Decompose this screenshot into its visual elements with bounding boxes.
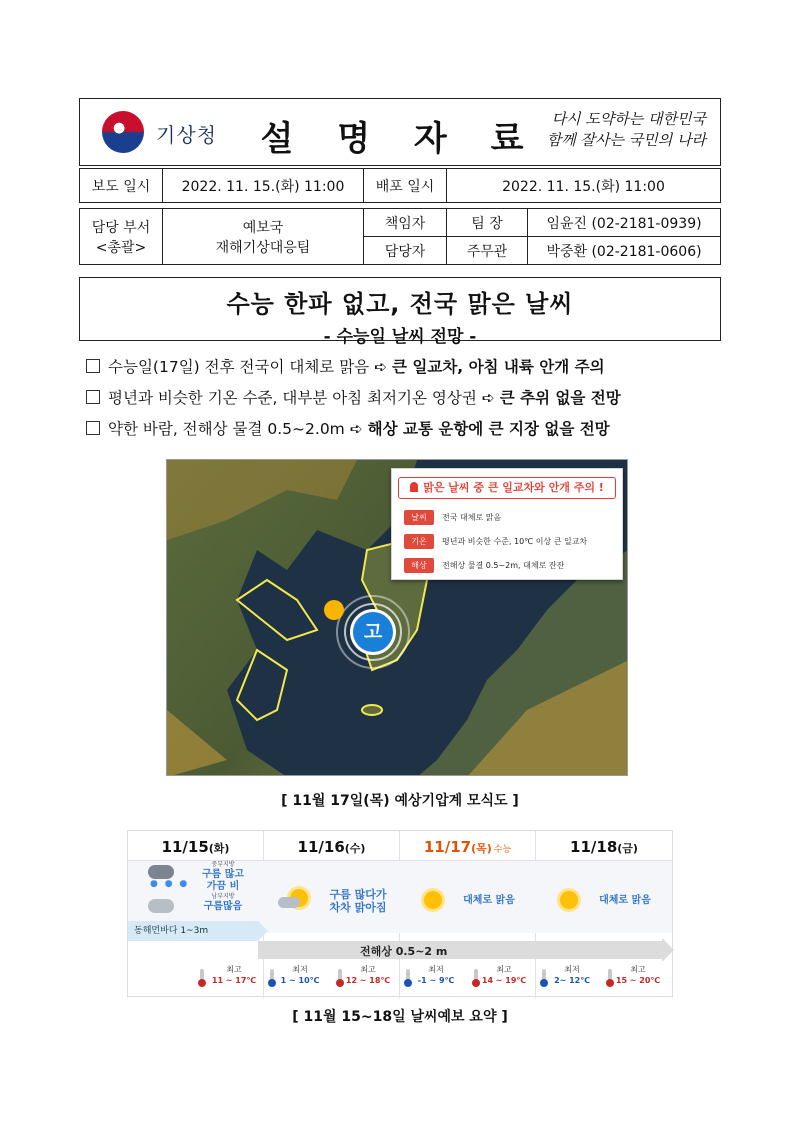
headline-box (79, 277, 721, 347)
sun-icon (424, 891, 442, 909)
sun-icon (560, 891, 578, 909)
weekday-text: (금) (617, 842, 638, 855)
summary-bullets (86, 352, 726, 445)
bullet-emphasis: 큰 일교차, 아침 내륙 안개 주의 (392, 358, 605, 376)
temp-label: 최저 (428, 965, 444, 974)
day4-min-temp (542, 965, 602, 987)
east-sea-wave-label: 동해먼바다 1~3m (128, 921, 258, 941)
slogan-line-2: 함께 잘사는 국민의 나라 (546, 131, 706, 149)
temp-label: 최고 (496, 965, 512, 974)
bullet-text: 약한 바람, 전해상 물결 0.5~2.0m (108, 420, 350, 438)
alert-title (398, 477, 616, 499)
alert-text: 전국 대체로 맑음 (442, 513, 502, 522)
arrow-icon: ➪ (374, 358, 388, 376)
cloud-icon (278, 897, 300, 908)
alert-tag: 날씨 (404, 510, 434, 525)
alert-row (404, 533, 616, 551)
checkbox-icon (86, 359, 100, 373)
sun-icon (324, 600, 344, 620)
government-slogan (526, 109, 706, 151)
weekday-text: (수) (344, 842, 366, 855)
bullet-text: 수능일(17일) 전후 전국이 대체로 맑음 (108, 358, 375, 376)
region-label: 중부지방 (211, 861, 235, 868)
temp-value: 15 ~ 20℃ (615, 976, 661, 985)
temp-value: 2~ 12℃ (554, 976, 590, 985)
alert-tag: 해상 (404, 558, 434, 573)
alert-text: 전해상 물결 0.5~2m, 대체로 잔잔 (442, 561, 565, 570)
distribute-value: 2022. 11. 15.(화) 11:00 (447, 169, 721, 203)
checkbox-icon (86, 421, 100, 435)
weather-alert-panel (391, 468, 623, 580)
day4-max-temp (608, 965, 668, 987)
responsible-role: 팀 장 (447, 209, 528, 237)
dept-name-1: 예보국 (242, 219, 284, 236)
day3-min-temp (406, 965, 466, 987)
forecast-summary (127, 830, 673, 997)
dept-label: 담당 부서 (91, 219, 151, 236)
temp-value: 14 ~ 19℃ (481, 976, 527, 985)
staff-label: 담당자 (364, 237, 447, 265)
forecast-date (400, 834, 535, 861)
headline-subtitle: - 수능일 날씨 전망 - (323, 327, 477, 347)
bullet-text: 평년과 비슷한 기온 수준, 대부분 아침 최저기온 영상권 (108, 389, 482, 407)
date-text: 11/18 (570, 838, 618, 856)
temp-value: -1 ~ 9℃ (417, 976, 455, 985)
cloud-icon (148, 899, 174, 913)
weather-text: 차차 맑아짐 (329, 901, 387, 914)
dept-label-cell (80, 209, 163, 265)
temp-label: 최고 (630, 965, 646, 974)
document-header (79, 98, 721, 166)
release-value: 2022. 11. 15.(화) 11:00 (163, 169, 364, 203)
agency-name: 기상청 (156, 123, 217, 147)
staff-role: 주무관 (447, 237, 528, 265)
day2-min-temp (270, 965, 330, 987)
checkbox-icon (86, 390, 100, 404)
bullet-emphasis: 해상 교통 운항에 큰 지장 없을 전망 (367, 420, 610, 438)
alert-title-text: 맑은 날씨 중 큰 일교차와 안개 주의 ! (423, 481, 604, 494)
bullet-item (86, 352, 726, 383)
headline-title: 수능 한파 없고, 전국 맑은 날씨 (226, 290, 574, 318)
rain-cloud-icon (148, 865, 174, 879)
distribute-label: 배포 일시 (364, 169, 447, 203)
responsible-contact: 임윤진 (02-2181-0939) (528, 209, 721, 237)
temp-value: 1 ~ 10℃ (280, 976, 320, 985)
day1-weather (188, 861, 258, 913)
temp-label: 최저 (292, 965, 308, 974)
weather-text: 가끔 비 (206, 881, 240, 892)
bullet-item (86, 383, 726, 414)
day1-max-temp (204, 965, 264, 987)
release-info-table (79, 168, 721, 265)
dept-sub: <총괄> (95, 239, 147, 256)
alert-row (404, 509, 616, 527)
alert-text: 평년과 비슷한 수준, 10℃ 이상 큰 일교차 (442, 537, 588, 546)
date-text: 11/15 (161, 838, 209, 856)
day3-weather: 대체로 맑음 (463, 895, 515, 906)
forecast-date (128, 834, 263, 861)
day3-max-temp (474, 965, 534, 987)
alert-row (404, 557, 616, 575)
exam-day-note: 수능 (493, 845, 512, 855)
bullet-item (86, 414, 726, 445)
all-sea-wave-bar (258, 941, 662, 959)
temp-value: 12 ~ 18℃ (345, 976, 391, 985)
dept-name-2: 재해기상대응팀 (215, 239, 311, 256)
slogan-line-1: 다시 도약하는 대한민국 (551, 110, 706, 128)
rain-drops-icon: ● ● ● (150, 879, 190, 889)
arrow-icon: ➪ (349, 420, 363, 438)
document-title: 설 명 자 료 (260, 119, 540, 159)
weather-text: 구름 많다가 (329, 888, 387, 901)
temp-value: 11 ~ 17℃ (211, 976, 257, 985)
all-sea-wave-text: 전해상 0.5~2 m (360, 945, 448, 958)
forecast-date (264, 834, 399, 861)
date-text: 11/17 (423, 838, 472, 856)
weather-text: 구름많음 (203, 901, 243, 912)
day4-weather: 대체로 맑음 (599, 895, 651, 906)
region-label: 남부지방 (211, 893, 235, 900)
high-pressure-marker: 고 (353, 612, 393, 652)
siren-icon (410, 482, 418, 492)
alert-tag: 기온 (404, 534, 434, 549)
temp-label: 최저 (564, 965, 580, 974)
day2-max-temp (338, 965, 398, 987)
staff-contact: 박중환 (02-2181-0606) (528, 237, 721, 265)
bullet-emphasis: 큰 추위 없을 전망 (499, 389, 621, 407)
release-label: 보도 일시 (80, 169, 163, 203)
day2-weather (318, 888, 398, 914)
temp-label: 최고 (226, 965, 242, 974)
forecast-date (536, 834, 672, 861)
map-caption: [ 11월 17일(목) 예상기압계 모식도 ] (281, 793, 519, 809)
weekday-text: (목) (471, 842, 492, 855)
arrow-icon: ➪ (481, 389, 495, 407)
pressure-map (166, 459, 628, 776)
date-text: 11/16 (297, 838, 345, 856)
responsible-label: 책임자 (364, 209, 447, 237)
temp-label: 최고 (360, 965, 376, 974)
weekday-text: (화) (208, 842, 230, 855)
weather-text: 구름 많고 (201, 869, 245, 880)
forecast-caption: [ 11월 15~18일 날씨예보 요약 ] (292, 1009, 508, 1025)
dept-name-cell (163, 209, 364, 265)
